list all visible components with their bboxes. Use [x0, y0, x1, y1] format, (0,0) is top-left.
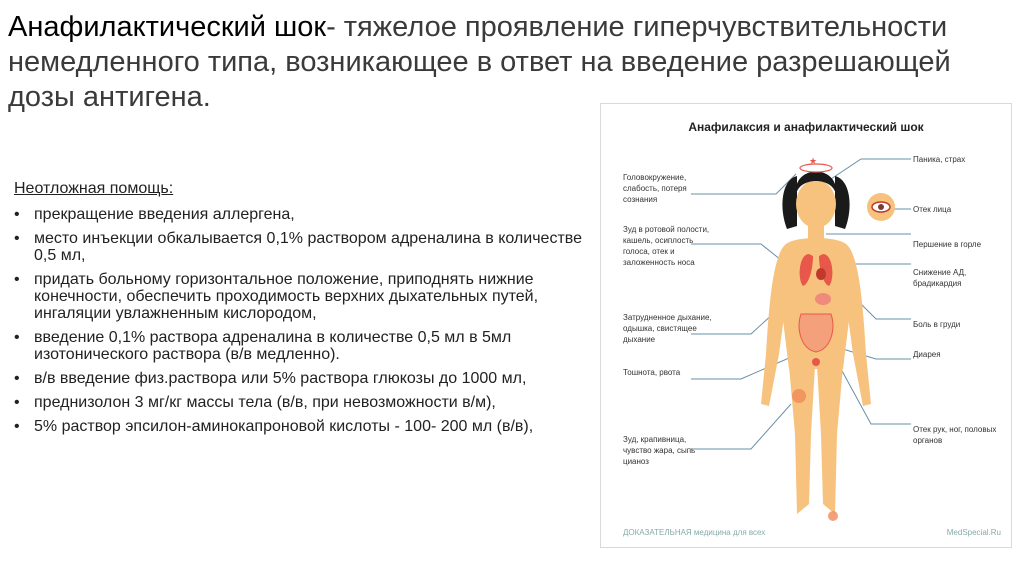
- svg-text:★: ★: [809, 156, 818, 166]
- symptom-label: Отек лица: [913, 205, 952, 214]
- help-item: • в/в введение физ.раствора или 5% раствора глюкозы до 1000 мл,: [14, 370, 586, 387]
- help-item: • место инъекции обкалывается 0,1% раствором адреналина в количестве 0,5 мл,: [14, 230, 586, 264]
- help-item: • введение 0,1% раствора адреналина в количестве 0,5 мл в 5мл изотонического раствора (в/в медленно).: [14, 329, 586, 363]
- symptom-label: Першение в горле: [913, 240, 982, 249]
- footer-site: MedSpecial.Ru: [946, 528, 1001, 537]
- symptom-label: Зуд, крапивница, чувство жара, сыпь цианоз: [623, 435, 696, 466]
- anaphylaxis-infographic: [600, 103, 1012, 548]
- help-item: • 5% раствор эпсилон-аминокапроновой кислоты - 100- 200 мл (в/в),: [14, 418, 586, 435]
- symptom-label: Боль в груди: [913, 320, 961, 329]
- emergency-help-list: [14, 206, 586, 442]
- symptom-label: Паника, страх: [913, 155, 966, 164]
- help-item: • придать больному горизонтальное положение, приподнять нижние конечности, обеспечить проходимость верхних дыхательных путей, ингаляции увлажненным кислородом,: [14, 271, 586, 322]
- slide-title: [8, 10, 1018, 115]
- footer-logo-text: ДОКАЗАТЕЛЬНАЯ медицина для всех: [623, 528, 766, 537]
- help-item: • прекращение введения аллергена,: [14, 206, 586, 223]
- symptom-label: Головокружение, слабость, потеря сознания: [623, 173, 687, 204]
- title-term: Анафилактический шок: [8, 11, 327, 43]
- symptom-label: Диарея: [913, 350, 941, 359]
- title-definition: - тяжелое проявление гиперчувствительности немедленного типа, возникающее в ответ на введение разрешающей дозы антигена.: [8, 11, 951, 113]
- symptom-label: Снижение АД, брадикардия: [913, 268, 967, 288]
- symptom-label: Отек рук, ног, половых органов: [913, 425, 997, 445]
- help-item: • преднизолон 3 мг/кг массы тела (в/в, при невозможности в/м),: [14, 394, 586, 411]
- symptom-label: Тошнота, рвота: [623, 368, 681, 377]
- symptom-label: Зуд в ротовой полости, кашель, осиплость голоса, отек и заложенность носа: [623, 225, 710, 267]
- infographic-title: Анафилаксия и анафилактический шок: [688, 120, 924, 134]
- emergency-help-heading: Неотложная помощь:: [14, 180, 174, 197]
- symptom-label: Затрудненное дыхание, одышка, свистящее дыхание: [623, 313, 712, 344]
